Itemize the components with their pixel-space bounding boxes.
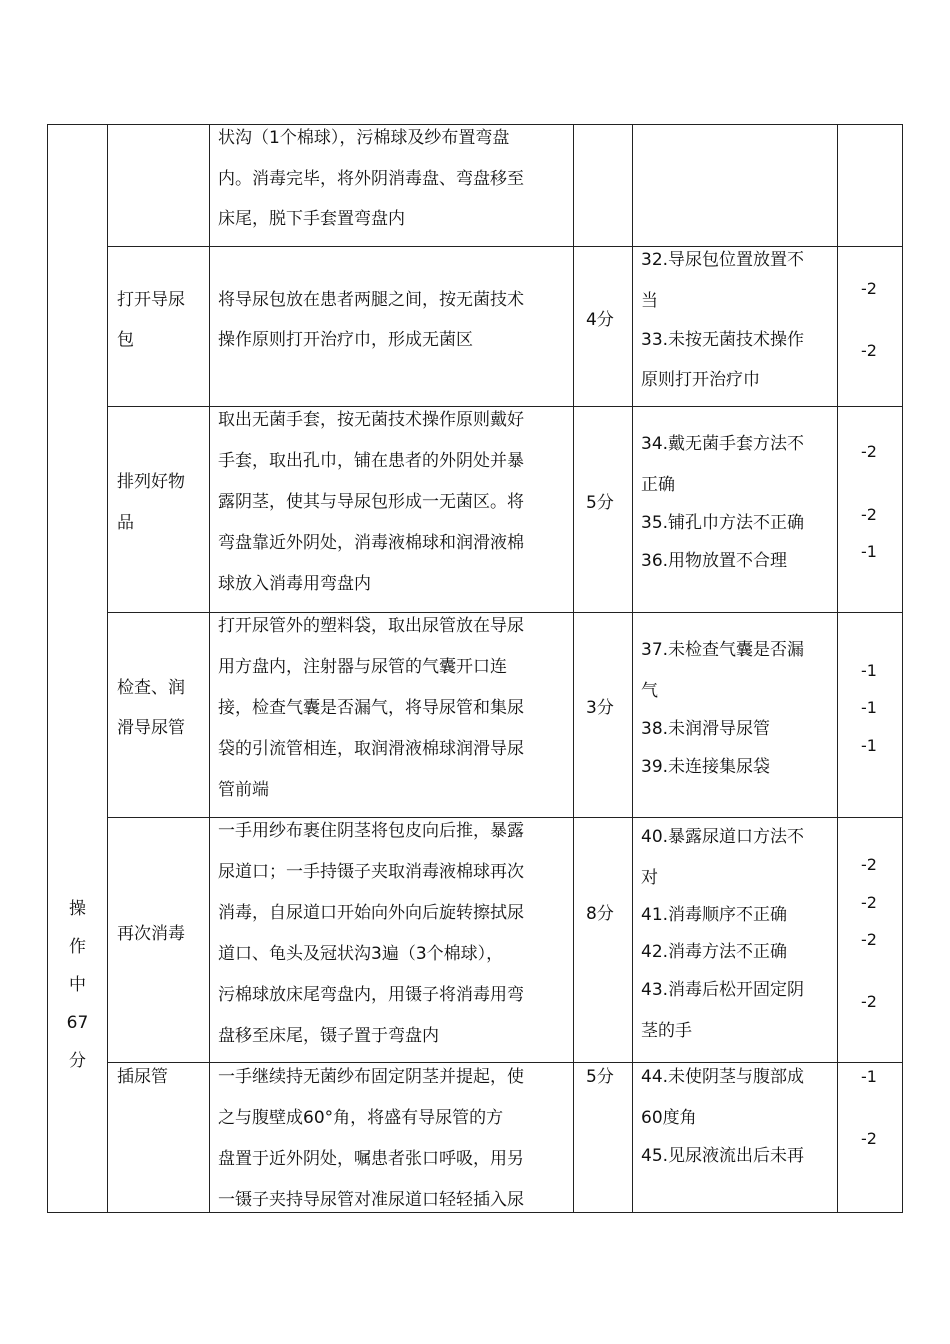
- content-line: 道口、龟头及冠状沟3遍（3个棉球），: [218, 944, 504, 964]
- score: 4分: [586, 310, 614, 330]
- content-line: 将导尿包放在患者两腿之间，按无菌技术: [218, 290, 524, 310]
- content-line: 盘移至床尾，镊子置于弯盘内: [218, 1026, 439, 1046]
- step-name: 检查、润: [117, 678, 185, 698]
- column-divider: [573, 124, 574, 1213]
- content-line: 内。消毒完毕，将外阴消毒盘、弯盘移至: [218, 169, 524, 189]
- content-line: 管前端: [218, 780, 269, 800]
- section-label-char: 67: [66, 1013, 89, 1033]
- content-line: 消毒，自尿道口开始向外向后旋转擦拭尿: [218, 903, 524, 923]
- score: 8分: [586, 904, 614, 924]
- criteria-line: 茎的手: [641, 1021, 692, 1041]
- deduction: -2: [861, 893, 877, 912]
- content-line: 用方盘内，注射器与尿管的气囊开口连: [218, 657, 507, 677]
- criteria-line: 35.铺孔巾方法不正确: [641, 513, 805, 533]
- criteria-line: 44.未使阴茎与腹部成: [641, 1067, 805, 1087]
- step-name: 包: [117, 330, 134, 350]
- deduction: -1: [861, 661, 877, 680]
- content-line: 污棉球放床尾弯盘内，用镊子将消毒用弯: [218, 985, 524, 1005]
- criteria-line: 42.消毒方法不正确: [641, 942, 788, 962]
- criteria-line: 正确: [641, 475, 675, 495]
- deduction: -2: [861, 992, 877, 1011]
- content-line: 盘置于近外阴处，嘱患者张口呼吸，用另: [218, 1149, 524, 1169]
- deduction: -2: [861, 341, 877, 360]
- step-name: 再次消毒: [117, 924, 185, 944]
- table-bottom-border: [47, 1212, 903, 1213]
- step-name: 品: [117, 513, 134, 533]
- score: 5分: [586, 493, 614, 513]
- criteria-line: 38.未润滑导尿管: [641, 719, 771, 739]
- criteria-line: 33.未按无菌技术操作: [641, 330, 805, 350]
- section-label-char: 操: [69, 899, 86, 919]
- table-right-border: [902, 124, 903, 1213]
- criteria-line: 当: [641, 291, 658, 311]
- deduction: -2: [861, 505, 877, 524]
- criteria-line: 对: [641, 868, 658, 888]
- criteria-line: 41.消毒顺序不正确: [641, 905, 788, 925]
- deduction: -1: [861, 736, 877, 755]
- deduction: -1: [861, 1067, 877, 1086]
- deduction: -2: [861, 855, 877, 874]
- content-line: 一手用纱布裹住阴茎将包皮向后推，暴露: [218, 821, 524, 841]
- criteria-line: 60度角: [641, 1108, 697, 1128]
- content-line: 操作原则打开治疗巾，形成无菌区: [218, 330, 473, 350]
- deduction: -2: [861, 930, 877, 949]
- column-divider: [107, 124, 108, 1213]
- content-line: 球放入消毒用弯盘内: [218, 574, 371, 594]
- content-line: 手套，取出孔巾，铺在患者的外阴处并暴: [218, 451, 524, 471]
- column-divider: [632, 124, 633, 1213]
- criteria-line: 34.戴无菌手套方法不: [641, 434, 805, 454]
- criteria-line: 45.见尿液流出后未再: [641, 1146, 805, 1166]
- deduction: -1: [861, 542, 877, 561]
- column-divider: [837, 124, 838, 1213]
- column-divider: [209, 124, 210, 1213]
- content-line: 袋的引流管相连，取润滑液棉球润滑导尿: [218, 739, 524, 759]
- criteria-line: 39.未连接集尿袋: [641, 757, 771, 777]
- content-line: 状沟（1个棉球），污棉球及纱布置弯盘: [218, 128, 510, 148]
- section-label-char: 中: [69, 975, 86, 995]
- content-line: 弯盘靠近外阴处，消毒液棉球和润滑液棉: [218, 533, 524, 553]
- content-line: 露阴茎，使其与导尿包形成一无菌区。将: [218, 492, 524, 512]
- step-name: 滑导尿管: [117, 718, 185, 738]
- content-line: 之与腹壁成60°角，将盛有导尿管的方: [218, 1108, 504, 1128]
- criteria-line: 原则打开治疗巾: [641, 370, 760, 390]
- content-line: 尿道口；一手持镊子夹取消毒液棉球再次: [218, 862, 524, 882]
- content-line: 一镊子夹持导尿管对准尿道口轻轻插入尿: [218, 1190, 524, 1210]
- content-line: 取出无菌手套，按无菌技术操作原则戴好: [218, 410, 524, 430]
- step-name: 排列好物: [117, 472, 185, 492]
- content-line: 一手继续持无菌纱布固定阴茎并提起，使: [218, 1067, 524, 1087]
- criteria-line: 气: [641, 681, 658, 701]
- criteria-line: 37.未检查气囊是否漏: [641, 640, 805, 660]
- content-line: 打开尿管外的塑料袋，取出尿管放在导尿: [218, 616, 524, 636]
- criteria-line: 40.暴露尿道口方法不: [641, 827, 805, 847]
- score: 5分: [586, 1067, 614, 1087]
- deduction: -2: [861, 442, 877, 461]
- section-label: [48, 890, 107, 1080]
- section-label-char: 作: [69, 937, 86, 957]
- deduction: -2: [861, 279, 877, 298]
- criteria-line: 32.导尿包位置放置不: [641, 250, 805, 270]
- criteria-line: 36.用物放置不合理: [641, 551, 788, 571]
- score: 3分: [586, 698, 614, 718]
- content-line: 接，检查气囊是否漏气，将导尿管和集尿: [218, 698, 524, 718]
- deduction: -1: [861, 698, 877, 717]
- section-label-char: 分: [69, 1051, 86, 1071]
- criteria-line: 43.消毒后松开固定阴: [641, 980, 805, 1000]
- step-name: 插尿管: [117, 1067, 168, 1087]
- step-name: 打开导尿: [117, 290, 185, 310]
- deduction: -2: [861, 1129, 877, 1148]
- content-line: 床尾，脱下手套置弯盘内: [218, 209, 405, 229]
